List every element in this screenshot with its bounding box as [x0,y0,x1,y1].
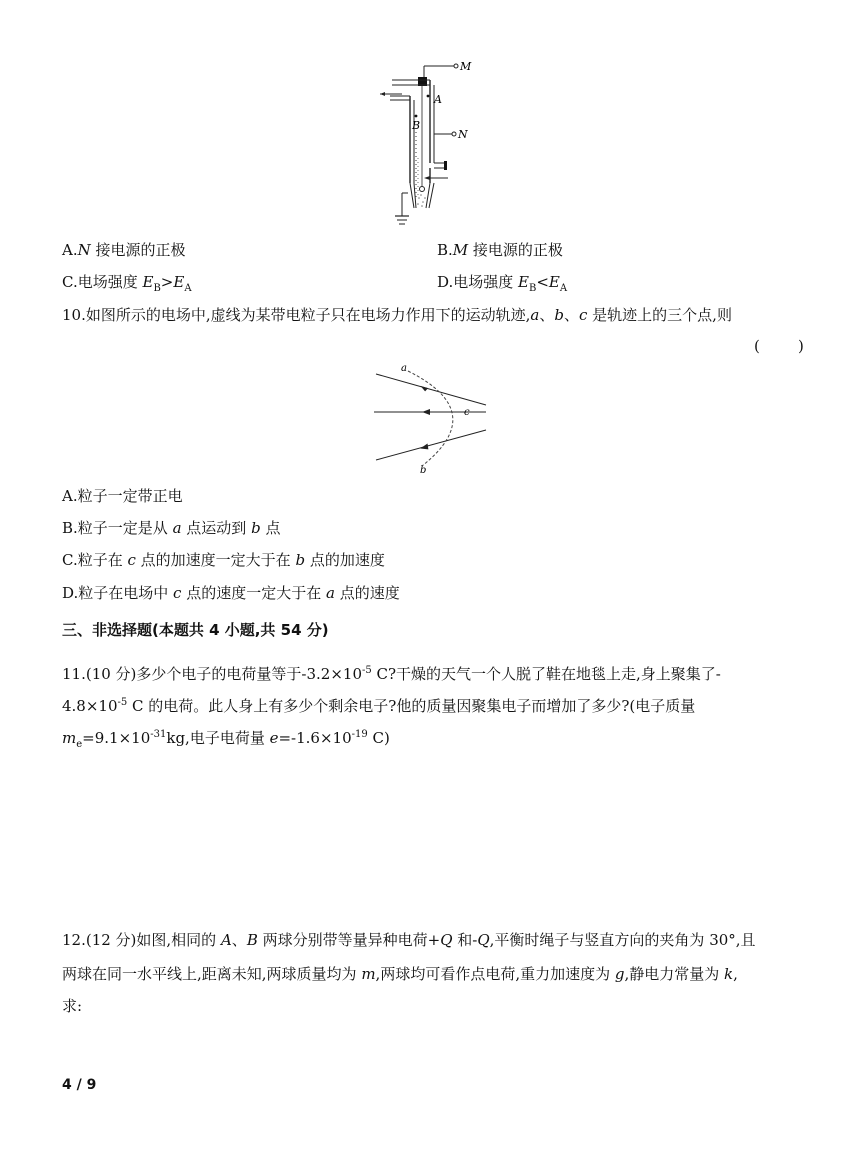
label-a: a [401,363,407,374]
q11-line-1: 11.(10 分)多少个电子的电荷量等于$-3.2\times 10^{-5}$ C?干燥的天气一个人脱了鞋在地毯上走,身上聚集了- [62,665,721,683]
q10-option-b: B.粒子一定是从 a 点运动到 b 点 [62,519,281,537]
q9-option-d: D.电场强度 $E_B<E_A$ [437,273,568,294]
label-b: b [420,465,427,474]
figure-precipitator [378,58,488,230]
q11-line-2: $4.8\times 10^{-5}$ C 的电荷。此人身上有多少个剩余电子?他的质量因聚集电子而增加了多少?(电子质量 [62,697,696,715]
label-M: M [460,60,472,73]
answer-bracket: ( ) [754,337,804,355]
q9-option-c: C.电场强度 $E_B>E_A$ [62,273,192,294]
label-N: N [458,128,468,141]
q9-option-b: B.M 接电源的正极 [437,241,563,259]
q10-option-c: C.粒子在 c 点的加速度一定大于在 b 点的加速度 [62,551,385,569]
page-number: 4 / 9 [62,1077,97,1093]
label-c: c [464,407,470,418]
q11-line-3: $m_e=9.1\times 10^{-31}kg$,电子电荷量 $e=-1.6\times 10^{-19}$ C) [62,729,390,750]
figure-field-lines [370,362,495,474]
q10-option-d: D.粒子在电场中 c 点的速度一定大于在 a 点的速度 [62,584,400,602]
q12-line-1: 12.(12 分)如图,相同的 A、B 两球分别带等量异种电荷+Q 和-Q,平衡时绳子与竖直方向的夹角为 30°,且 [62,931,756,949]
label-A: A [434,93,442,106]
q12-line-2: 两球在同一水平线上,距离未知,两球质量均为 m,两球均可看作点电荷,重力加速度为 g,静电力常量为 k, [62,965,738,983]
q10-option-a: A.粒子一定带正电 [62,487,183,505]
q12-line-3: 求: [62,997,83,1015]
q10-stem: 10.如图所示的电场中,虚线为某带电粒子只在电场力作用下的运动轨迹,a、b、c 是轨迹上的三个点,则 [62,306,732,324]
q9-option-a: A.N 接电源的正极 [62,241,186,259]
label-B: B [412,119,421,132]
section-heading: 三、非选择题(本题共 4 小题,共 54 分) [62,621,329,639]
